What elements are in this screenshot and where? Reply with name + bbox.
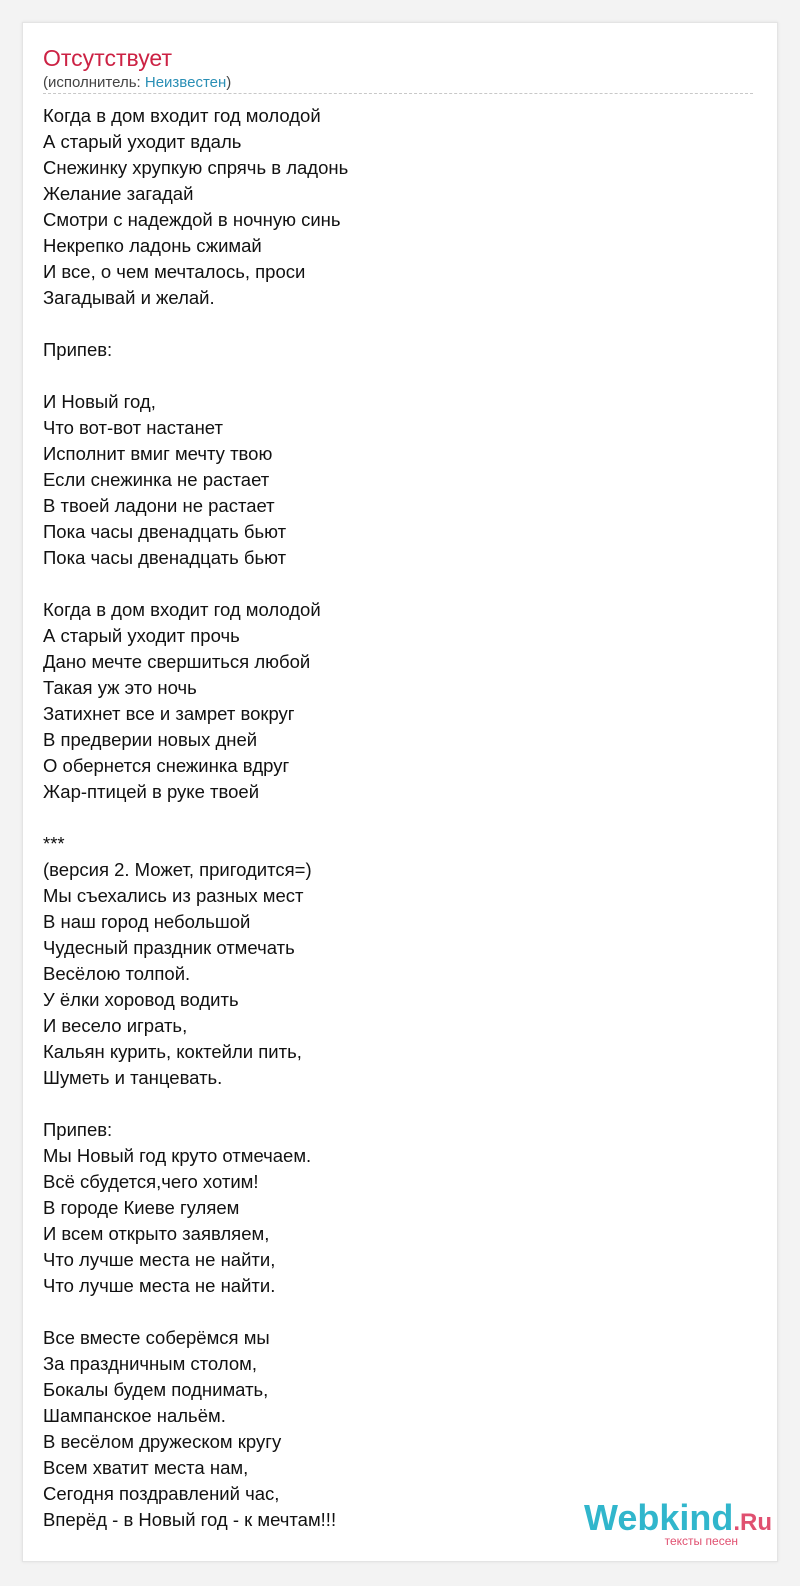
lyric-line: Жар-птицей в руке твоей bbox=[43, 781, 260, 802]
logo-tld: .Ru bbox=[733, 1509, 772, 1536]
lyric-line: У ёлки хоровод водить bbox=[43, 989, 239, 1010]
lyric-line: Пока часы двенадцать бьют bbox=[43, 547, 287, 568]
lyric-line: Сегодня поздравлений час, bbox=[43, 1483, 280, 1504]
lyric-line: Такая уж это ночь bbox=[43, 677, 197, 698]
lyric-line: Что лучше места не найти, bbox=[43, 1249, 276, 1270]
lyric-line: А старый уходит вдаль bbox=[43, 131, 242, 152]
lyric-line bbox=[43, 363, 743, 389]
lyric-line: Припев: bbox=[43, 1119, 113, 1140]
lyric-line: В наш город небольшой bbox=[43, 911, 251, 932]
lyric-line: И все, о чем мечталось, проси bbox=[43, 261, 306, 282]
lyric-line: О обернется снежинка вдруг bbox=[43, 755, 290, 776]
lyric-line: И всем открыто заявляем, bbox=[43, 1223, 270, 1244]
lyric-line: А старый уходит прочь bbox=[43, 625, 240, 646]
lyric-line: Бокалы будем поднимать, bbox=[43, 1379, 269, 1400]
lyric-line: Если снежинка не растает bbox=[43, 469, 270, 490]
logo-tagline: тексты песен bbox=[664, 1534, 738, 1548]
lyric-line: За праздничным столом, bbox=[43, 1353, 257, 1374]
artist-prefix: (исполнитель: bbox=[43, 74, 145, 91]
lyric-line: Некрепко ладонь сжимай bbox=[43, 235, 262, 256]
lyric-line: Снежинку хрупкую спрячь в ладонь bbox=[43, 157, 349, 178]
lyric-line: Желание загадай bbox=[43, 183, 194, 204]
lyric-line: Мы съехались из разных мест bbox=[43, 885, 304, 906]
lyric-line: Исполнит вмиг мечту твою bbox=[43, 443, 273, 464]
lyric-line: Кальян курить, коктейли пить, bbox=[43, 1041, 302, 1062]
artist-line bbox=[43, 73, 231, 93]
lyric-line bbox=[43, 311, 743, 337]
lyric-line: Когда в дом входит год молодой bbox=[43, 105, 321, 126]
lyric-line: И Новый год, bbox=[43, 391, 156, 412]
lyric-line: Всем хватит места нам, bbox=[43, 1457, 249, 1478]
logo-name: Webkind bbox=[583, 1497, 734, 1538]
lyric-line: В твоей ладони не растает bbox=[43, 495, 275, 516]
divider bbox=[43, 93, 753, 94]
lyric-line: Шуметь и танцевать. bbox=[43, 1067, 223, 1088]
lyric-line bbox=[43, 571, 743, 597]
lyric-line: И весело играть, bbox=[43, 1015, 188, 1036]
artist-link[interactable]: Неизвестен bbox=[144, 74, 227, 91]
lyric-line: Пока часы двенадцать бьют bbox=[43, 521, 287, 542]
site-logo[interactable] bbox=[583, 1497, 772, 1548]
lyric-line: Что вот-вот настанет bbox=[43, 417, 223, 438]
song-title: Отсутствует bbox=[43, 45, 172, 71]
lyric-line: Когда в дом входит год молодой bbox=[43, 599, 321, 620]
lyric-line: Смотри с надеждой в ночную синь bbox=[43, 209, 341, 230]
lyric-line: Все вместе соберёмся мы bbox=[43, 1327, 270, 1348]
lyric-line: *** bbox=[43, 833, 65, 854]
lyric-line bbox=[43, 805, 743, 831]
lyric-line: Припев: bbox=[43, 339, 113, 360]
lyric-line: Что лучше места не найти. bbox=[43, 1275, 276, 1296]
artist-suffix: ) bbox=[226, 74, 232, 91]
lyric-line: В городе Киеве гуляем bbox=[43, 1197, 240, 1218]
lyric-line: (версия 2. Может, пригодится=) bbox=[43, 859, 312, 880]
lyrics-text bbox=[43, 103, 743, 1533]
lyric-line: Вперёд - в Новый год - к мечтам!!! bbox=[43, 1509, 337, 1530]
lyric-line: Чудесный праздник отмечать bbox=[43, 937, 295, 958]
lyric-line: Мы Новый год круто отмечаем. bbox=[43, 1145, 312, 1166]
lyric-line: Всё сбудется,чего хотим! bbox=[43, 1171, 259, 1192]
lyric-line: Весёлою толпой. bbox=[43, 963, 191, 984]
lyric-line bbox=[43, 1299, 743, 1325]
lyric-line: В весёлом дружеском кругу bbox=[43, 1431, 282, 1452]
lyric-line: Шампанское нальём. bbox=[43, 1405, 226, 1426]
lyric-line bbox=[43, 1091, 743, 1117]
lyric-line: В предверии новых дней bbox=[43, 729, 258, 750]
lyric-line: Затихнет все и замрет вокруг bbox=[43, 703, 295, 724]
lyric-line: Загадывай и желай. bbox=[43, 287, 215, 308]
lyrics-card bbox=[22, 22, 778, 1562]
lyric-line: Дано мечте свершиться любой bbox=[43, 651, 311, 672]
